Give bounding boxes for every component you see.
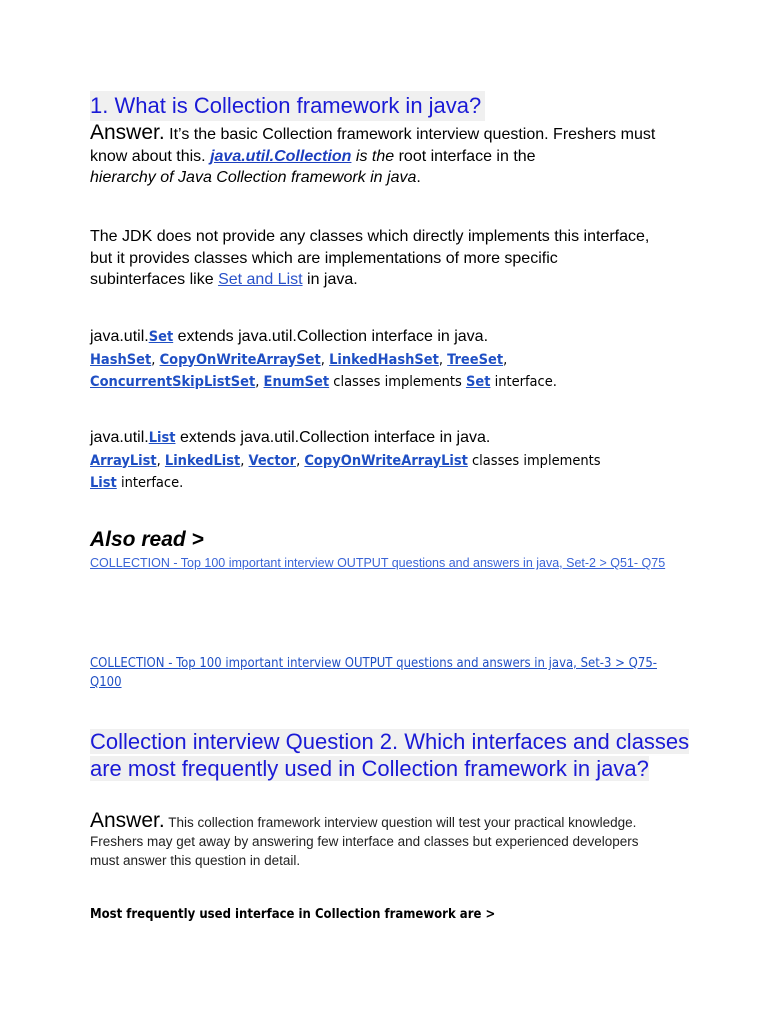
classes-implements-text: classes implements (329, 374, 466, 390)
sep: , (255, 374, 264, 390)
set-block (90, 326, 690, 394)
question-1-heading: 1. What is Collection framework in java? (90, 91, 485, 121)
copyonwritearraylist-link[interactable]: CopyOnWriteArrayList (304, 452, 468, 469)
linkedlist-link[interactable]: LinkedList (164, 452, 241, 469)
classes-implements-text: classes implements (467, 452, 601, 469)
set-suffix: extends java.util.Collection interface in java. (173, 328, 489, 345)
sep: , (438, 351, 448, 368)
answer-dot: . (158, 121, 165, 144)
root-text: root interface in the (394, 147, 536, 165)
enumset-link[interactable]: EnumSet (263, 374, 330, 390)
list-interface-link[interactable]: List (90, 475, 117, 491)
interface-text: interface. (116, 475, 184, 491)
sep: , (320, 351, 330, 368)
jdk-text: The JDK does not provide any classes which directly implements this interface, but it provides classes which are implementations of more specific subinterfaces like (90, 228, 650, 288)
list-block (90, 427, 690, 495)
answer-label: Answer (90, 809, 159, 832)
is-the-text: is the (355, 147, 395, 165)
set-interface-link[interactable]: Set (465, 374, 491, 390)
set-and-list-link[interactable]: Set and List (218, 271, 303, 288)
sep: , (296, 452, 305, 469)
most-frequent-heading: Most frequently used interface in Collection framework are > (90, 907, 496, 922)
also-read-heading: Also read > (90, 528, 204, 551)
answer-text: It’s the basic Collection framework interview question. Freshers must know about this. (90, 126, 656, 165)
sep: , (240, 452, 249, 469)
list-link[interactable]: List (148, 430, 176, 446)
sep: , (151, 351, 160, 368)
question-1-answer (90, 122, 660, 189)
list-prefix: java.util. (90, 429, 149, 446)
concurrentskiplistset-link[interactable]: ConcurrentSkipListSet (90, 374, 256, 390)
vector-link[interactable]: Vector (248, 452, 297, 469)
jdk-text-end: in java. (302, 271, 358, 288)
treeset-link[interactable]: TreeSet (447, 351, 504, 368)
hashset-link[interactable]: HashSet (90, 351, 152, 368)
sep: , (503, 351, 508, 368)
answer-text: This collection framework interview question will test your practical knowledge. Freshers may get away by answering few interface and classes but experienced developers must answer this question in detail. (90, 815, 639, 868)
copyonwritearrayset-link[interactable]: CopyOnWriteArraySet (159, 351, 321, 368)
hierarchy-end: . (416, 169, 421, 186)
set-link[interactable]: Set (148, 329, 174, 345)
arraylist-link[interactable]: ArrayList (90, 452, 157, 469)
set-prefix: java.util. (90, 328, 149, 345)
java-util-collection-link[interactable]: java.util.Collection (210, 147, 352, 165)
interface-text: interface. (490, 374, 557, 390)
question-2-answer (90, 811, 650, 870)
linkedhashset-link[interactable]: LinkedHashSet (329, 351, 439, 368)
answer-label: Answer (90, 121, 159, 144)
also-read-link-set3[interactable]: COLLECTION - Top 100 important interview OUTPUT questions and answers in java, Set-3 > Q75- Q100 (90, 656, 657, 690)
question-2-heading (90, 728, 710, 782)
question-2-title: Collection interview Question 2. Which interfaces and classes are most frequently used in Collection framework in java? (90, 729, 690, 781)
also-read-link-set2[interactable]: COLLECTION - Top 100 important interview OUTPUT questions and answers in java, Set-2 > Q51- Q75 (90, 556, 666, 570)
hierarchy-text: hierarchy of Java Collection framework in java (90, 169, 417, 186)
jdk-paragraph (90, 226, 650, 291)
list-suffix: extends java.util.Collection interface in java. (175, 429, 491, 446)
sep: , (156, 452, 165, 469)
answer-dot: . (158, 809, 165, 832)
